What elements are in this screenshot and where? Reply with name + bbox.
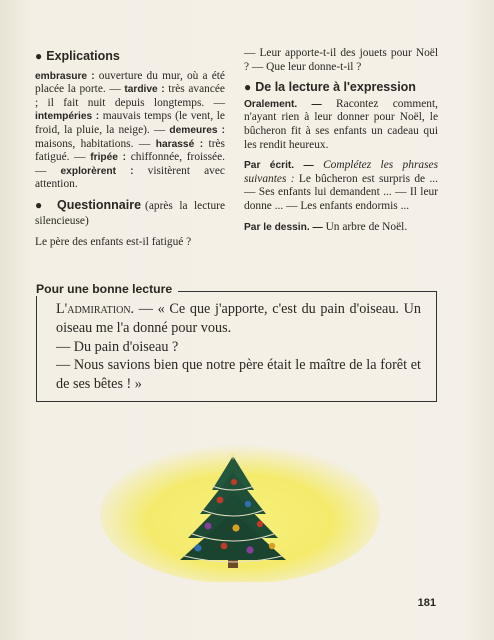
term: intempéries :: [35, 111, 100, 123]
bullet-icon: ●: [35, 197, 46, 212]
definition: mauvais temps (le vent, le froid, la pluie, la neige). —: [35, 110, 225, 136]
oralement-text: Racontez comment, n'ayant rien à leur donner pour Noël, le bûcheron fit à ses enfants un cadeau qui les rendit heureux.: [244, 97, 438, 151]
explications-text: [35, 70, 225, 192]
left-column: [35, 50, 225, 250]
right-column: [244, 47, 438, 234]
explications-title: Explications: [46, 49, 120, 63]
definition: très fatigué. —: [35, 137, 225, 164]
questionnaire-question: Le père des enfants est-il fatigué ?: [35, 236, 192, 249]
bullet-icon: ●: [35, 49, 43, 63]
definition: chiffonnée, froissée. —: [35, 151, 226, 177]
ecrit-text: Le bûcheron est surpris de ... — Ses enfants lui demandent ... — Il leur donne ... — Les enfants endormis ...: [244, 172, 438, 212]
questionnaire-heading: [35, 199, 225, 228]
speaker-label: L'admiration.: [56, 301, 135, 317]
questionnaire-subtitle: (après la lecture silencieuse): [35, 199, 225, 227]
dessin-text: Un arbre de Noël.: [322, 220, 408, 233]
ecrit-instruction: Complétez les phrases suivantes :: [244, 159, 438, 185]
oralement-label: Oralement. —: [244, 98, 322, 110]
expression-heading: [244, 81, 438, 95]
term: tardive :: [124, 84, 165, 96]
questionnaire-title: Questionnaire: [56, 197, 142, 212]
term: embrasure :: [35, 70, 95, 82]
dessin-paragraph: [244, 221, 438, 235]
christmas-tree-illustration: [100, 442, 380, 582]
reading-box-text: [56, 300, 421, 394]
definition: ouverture du mur, où a été placée la porte. —: [35, 69, 225, 96]
page-number: 181: [417, 597, 436, 609]
dialogue-line: — « Ce que j'apporte, c'est du pain d'oiseau. Un oiseau me l'a donné pour vous.: [56, 301, 421, 336]
term: fripée :: [90, 152, 127, 164]
definition: très avancée ; il fait nuit depuis longtemps. —: [35, 83, 225, 109]
christmas-tree-icon: [100, 442, 380, 582]
term: demeures :: [169, 124, 226, 136]
dialogue-line: — Du pain d'oiseau ?: [56, 338, 179, 355]
bullet-icon: ●: [244, 80, 252, 95]
ecrit-paragraph: [244, 159, 438, 213]
term: harassé :: [155, 138, 204, 150]
reading-box-title: Pour une bonne lecture: [36, 282, 178, 296]
expression-title: De la lecture à l'expression: [255, 80, 416, 95]
definition: visitèrent avec attention.: [35, 164, 225, 191]
definition: maisons, habitations. —: [35, 137, 156, 150]
term: explorèrent :: [60, 165, 134, 177]
oralement-paragraph: [244, 98, 438, 152]
ecrit-label: Par écrit. —: [244, 160, 314, 172]
dialogue-line: — Nous savions bien que notre père était le maître de la forêt et de ses bêtes ! »: [56, 357, 421, 393]
dessin-label: Par le dessin. —: [244, 221, 323, 233]
explications-heading: [35, 50, 225, 64]
questionnaire-continued: — Leur apporte-t-il des jouets pour Noël ? — Que leur donne-t-il ?: [244, 47, 438, 73]
svg-text:✶: ✶: [228, 449, 239, 463]
